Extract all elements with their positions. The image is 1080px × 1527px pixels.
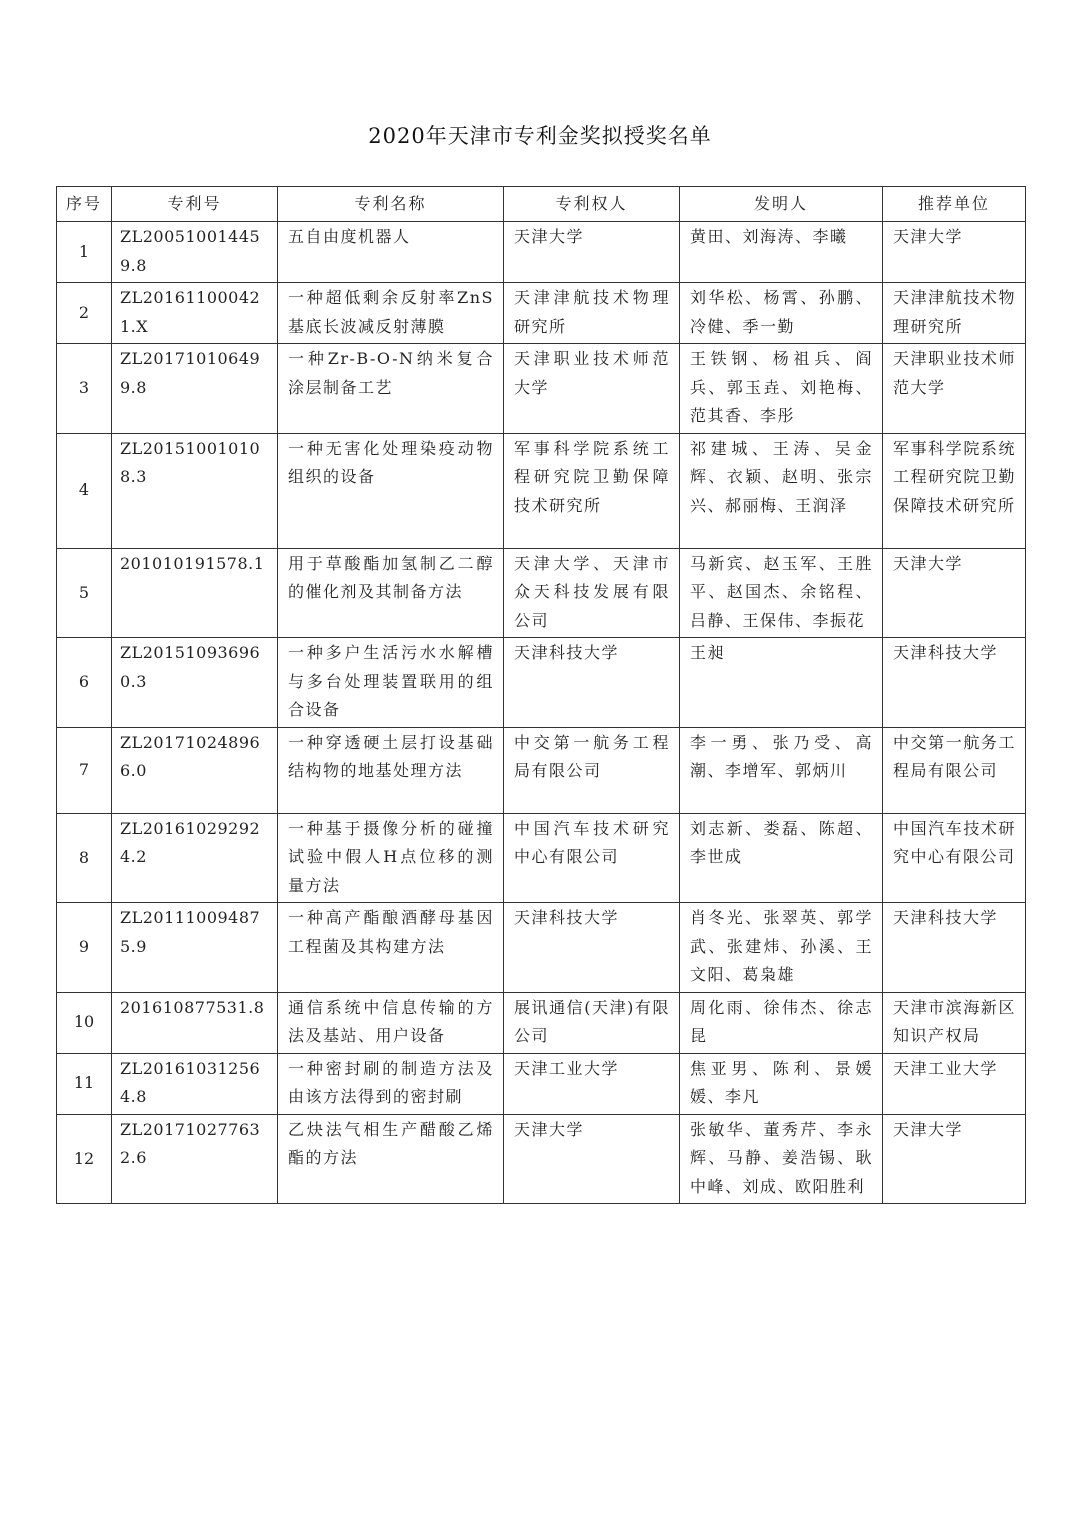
recommending-unit: 天津科技大学 <box>883 638 1026 728</box>
inventors: 王铁钢、杨祖兵、阎兵、郭玉垚、刘艳梅、范其香、李彤 <box>680 344 883 434</box>
row-number: 10 <box>57 992 112 1053</box>
table-row <box>57 222 1026 283</box>
patent-holder: 天津职业技术师范大学 <box>504 344 680 434</box>
patent-name: 一种超低剩余反射率ZnS基底长波减反射薄膜 <box>278 283 504 344</box>
inventors: 马新宾、赵玉军、王胜平、赵国杰、余铭程、吕静、王保伟、李振花 <box>680 548 883 638</box>
recommending-unit: 中交第一航务工程局有限公司 <box>883 727 1026 813</box>
patent-number: ZL201610312564.8 <box>112 1053 278 1114</box>
patent-number: ZL201710248966.0 <box>112 727 278 813</box>
patent-name: 一种Zr-B-O-N纳米复合涂层制备工艺 <box>278 344 504 434</box>
table-row <box>57 1053 1026 1114</box>
table-row <box>57 283 1026 344</box>
patent-number: ZL201510936960.3 <box>112 638 278 728</box>
inventors: 周化雨、徐伟杰、徐志昆 <box>680 992 883 1053</box>
inventors: 黄田、刘海涛、李曦 <box>680 222 883 283</box>
row-number: 4 <box>57 433 112 548</box>
table-row <box>57 1114 1026 1204</box>
table-header-row <box>57 187 1026 222</box>
inventors: 刘华松、杨霄、孙鹏、冷健、季一勤 <box>680 283 883 344</box>
header-holder: 专利权人 <box>504 187 680 222</box>
row-number: 7 <box>57 727 112 813</box>
patent-holder: 天津津航技术物理研究所 <box>504 283 680 344</box>
patent-holder: 天津大学 <box>504 1114 680 1204</box>
table-row <box>57 727 1026 813</box>
patent-holder: 中交第一航务工程局有限公司 <box>504 727 680 813</box>
patent-holder: 天津大学 <box>504 222 680 283</box>
patent-holder: 天津科技大学 <box>504 903 680 993</box>
table-row <box>57 433 1026 548</box>
patent-name: 乙炔法气相生产醋酸乙烯酯的方法 <box>278 1114 504 1204</box>
recommending-unit: 天津大学 <box>883 548 1026 638</box>
patent-number: ZL201610292924.2 <box>112 813 278 903</box>
header-recommender: 推荐单位 <box>883 187 1026 222</box>
patent-holder: 天津科技大学 <box>504 638 680 728</box>
header-patent-no: 专利号 <box>112 187 278 222</box>
award-table <box>56 186 1026 1204</box>
recommending-unit: 天津大学 <box>883 1114 1026 1204</box>
row-number: 9 <box>57 903 112 993</box>
row-number: 2 <box>57 283 112 344</box>
patent-holder: 中国汽车技术研究中心有限公司 <box>504 813 680 903</box>
patent-number: ZL201110094875.9 <box>112 903 278 993</box>
patent-number: ZL201611000421.X <box>112 283 278 344</box>
inventors: 王昶 <box>680 638 883 728</box>
table-row <box>57 903 1026 993</box>
recommending-unit: 中国汽车技术研究中心有限公司 <box>883 813 1026 903</box>
row-number: 8 <box>57 813 112 903</box>
inventors: 焦亚男、陈利、景媛媛、李凡 <box>680 1053 883 1114</box>
inventors: 祁建城、王涛、吴金辉、衣颖、赵明、张宗兴、郝丽梅、王润泽 <box>680 433 883 548</box>
patent-name: 一种密封刷的制造方法及由该方法得到的密封刷 <box>278 1053 504 1114</box>
patent-name: 一种多户生活污水水解槽与多台处理装置联用的组合设备 <box>278 638 504 728</box>
table-row <box>57 813 1026 903</box>
patent-name: 用于草酸酯加氢制乙二醇的催化剂及其制备方法 <box>278 548 504 638</box>
patent-holder: 天津工业大学 <box>504 1053 680 1114</box>
patent-name: 一种无害化处理染疫动物组织的设备 <box>278 433 504 548</box>
inventors: 肖冬光、张翠英、郭学武、张建炜、孙溪、王文阳、葛枭雄 <box>680 903 883 993</box>
table-body <box>57 222 1026 1204</box>
recommending-unit: 天津市滨海新区知识产权局 <box>883 992 1026 1053</box>
row-number: 1 <box>57 222 112 283</box>
patent-number: ZL201710277632.6 <box>112 1114 278 1204</box>
patent-number: ZL201710106499.8 <box>112 344 278 434</box>
patent-name: 一种穿透硬土层打设基础结构物的地基处理方法 <box>278 727 504 813</box>
patent-number: ZL201510010108.3 <box>112 433 278 548</box>
patent-holder: 展讯通信(天津)有限公司 <box>504 992 680 1053</box>
patent-number: ZL200510014459.8 <box>112 222 278 283</box>
row-number: 5 <box>57 548 112 638</box>
document-title: 2020年天津市专利金奖拟授奖名单 <box>368 124 712 148</box>
inventors: 李一勇、张乃受、高潮、李增军、郭炳川 <box>680 727 883 813</box>
patent-holder: 天津大学、天津市众天科技发展有限公司 <box>504 548 680 638</box>
row-number: 11 <box>57 1053 112 1114</box>
patent-holder: 军事科学院系统工程研究院卫勤保障技术研究所 <box>504 433 680 548</box>
table-row <box>57 638 1026 728</box>
patent-name: 通信系统中信息传输的方法及基站、用户设备 <box>278 992 504 1053</box>
header-no: 序号 <box>57 187 112 222</box>
recommending-unit: 军事科学院系统工程研究院卫勤保障技术研究所 <box>883 433 1026 548</box>
recommending-unit: 天津科技大学 <box>883 903 1026 993</box>
row-number: 12 <box>57 1114 112 1204</box>
recommending-unit: 天津大学 <box>883 222 1026 283</box>
patent-number: 201010191578.1 <box>112 548 278 638</box>
inventors: 刘志新、娄磊、陈超、李世成 <box>680 813 883 903</box>
header-inventors: 发明人 <box>680 187 883 222</box>
patent-name: 五自由度机器人 <box>278 222 504 283</box>
patent-name: 一种高产酯酿酒酵母基因工程菌及其构建方法 <box>278 903 504 993</box>
header-patent-name: 专利名称 <box>278 187 504 222</box>
inventors: 张敏华、董秀芹、李永辉、马静、姜浩锡、耿中峰、刘成、欧阳胜利 <box>680 1114 883 1204</box>
patent-number: 201610877531.8 <box>112 992 278 1053</box>
row-number: 6 <box>57 638 112 728</box>
table-row <box>57 344 1026 434</box>
recommending-unit: 天津工业大学 <box>883 1053 1026 1114</box>
recommending-unit: 天津津航技术物理研究所 <box>883 283 1026 344</box>
table-row <box>57 992 1026 1053</box>
patent-name: 一种基于摄像分析的碰撞试验中假人H点位移的测量方法 <box>278 813 504 903</box>
recommending-unit: 天津职业技术师范大学 <box>883 344 1026 434</box>
table-row <box>57 548 1026 638</box>
row-number: 3 <box>57 344 112 434</box>
